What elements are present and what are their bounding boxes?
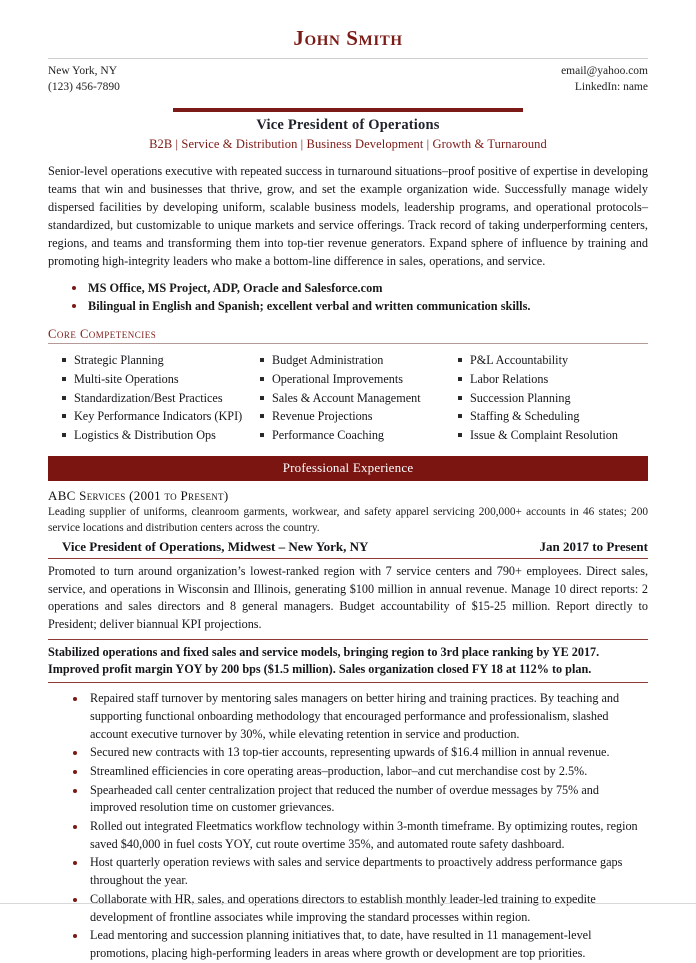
section-banner-professional-experience: Professional Experience [48,456,648,481]
role-dates: Jan 2017 to Present [539,538,648,554]
target-title: Vice President of Operations [256,116,440,133]
achievements-list [48,690,648,962]
contact-location: New York, NY [48,65,118,78]
competency-column-3 [458,351,648,444]
skills-list [48,279,648,316]
list-item: Issue & Complaint Resolution [458,426,648,445]
competency-column-2 [260,351,450,444]
list-item: Multi-site Operations [62,370,252,389]
list-item: Streamlined efficiencies in core operating areas–production, labor–and cut merchandise cost by 2.5%. [70,763,648,781]
contact-left [48,64,120,96]
role-description: Promoted to turn around organization’s lowest-ranked region with 7 service centers and 790+ employees. Direct sales, service, and operations in Wisconsin and Illinois, generating $100 million in annual revenue. Manage 10 direct reports: 2 operations and sales directors and 8 general managers. Budget accountability of $15-25 million. Report directly to President; deliver biannual KPI projections. [48,563,648,631]
contact-phone[interactable]: (123) 456-7890 [48,80,120,93]
section-heading-core-competencies: Core Competencies [48,327,157,342]
role-highlight: Stabilized operations and fixed sales and service models, bringing region to 3rd place ranking by YE 2017. Improved profit margin YOY by 200 bps ($1.5 million). Sales organization closed FY 18 at 112% to plan. [48,639,648,684]
list-item: Host quarterly operation reviews with sales and service departments to proactively address performance gaps throughout the year. [70,854,648,889]
list-item: Secured new contracts with 13 top-tier accounts, representing upwards of $16.4 million in annual revenue. [70,744,648,762]
core-competencies-grid [48,344,648,444]
contact-right [561,64,648,96]
professional-summary: Senior-level operations executive with repeated success in turnaround situations–proof positive of expertise in developing teams that win and businesses that thrive, grow, and set the example organization wide. Successfully manage widely dispersed facilities by developing uniform, scalable business models, leadership programs, and operational protocols–standardized, but customizable to unique markets and service offerings. Track record of taking underperforming centers, regions, and teams and transforming them into top-tier revenue generators. Expand sphere of influence by training and promoting high-integrity leaders who make a bottom-line difference in sales, operations, and service. [48,163,648,268]
list-item: Staffing & Scheduling [458,407,648,426]
specialties-tagline: B2B | Service & Distribution | Business Development | Growth & Turnaround [149,136,547,151]
list-item: Revenue Projections [260,407,450,426]
list-item: Standardization/Best Practices [62,389,252,408]
employer-description: Leading supplier of uniforms, cleanroom garments, workwear, and safety apparel servicing 200,000+ accounts in 46 states; 200 service locations and distribution centers across the country. [48,506,648,534]
list-item: Logistics & Distribution Ops [62,426,252,445]
list-item: Spearheaded call center centralization project that reduced the number of overdue messages by 75% and improved resolution time on customer grievances. [70,782,648,817]
list-item: Operational Improvements [260,370,450,389]
list-item: Collaborate with HR, sales, and operations directors to establish monthly leader-led training to expedite development of frontline associates while improving the standard processes within region. [70,891,648,926]
list-item: MS Office, MS Project, ADP, Oracle and Salesforce.com [70,279,648,297]
contact-linkedin[interactable]: LinkedIn: name [574,80,648,93]
list-item: Bilingual in English and Spanish; excellent verbal and written communication skills. [70,297,648,315]
list-item: Key Performance Indicators (KPI) [62,407,252,426]
list-item: Succession Planning [458,389,648,408]
contact-block [48,59,648,96]
list-item: Repaired staff turnover by mentoring sales managers on better hiring and training practices. By teaching and supporting functional onboarding methodology that encouraged performance and professionalism, slashed account executive turnover by 30%, while elevating retention in service and production. [70,690,648,743]
employer-name: ABC Services (2001 to Present) [48,488,229,504]
candidate-name: John Smith [293,26,403,50]
list-item: Performance Coaching [260,426,450,445]
role-title: Vice President of Operations, Midwest – New York, NY [62,538,369,554]
list-item: Sales & Account Management [260,389,450,408]
contact-email[interactable]: email@yahoo.com [561,65,648,78]
role-header [48,536,648,559]
list-item: Strategic Planning [62,351,252,370]
list-item: Labor Relations [458,370,648,389]
footer-divider [0,903,696,904]
list-item: Rolled out integrated Fleetmatics workflow technology within 3-month timeframe. By optimizing routes, region saved $40,000 in fuel costs YOY, cut route overtime 35%, and automated route safety dashboard. [70,818,648,853]
list-item: P&L Accountability [458,351,648,370]
list-item: Lead mentoring and succession planning initiatives that, to date, have resulted in 11 management-level promotions, placing high-performing leaders in areas where growth or development are top priorities. [70,927,648,962]
list-item: Budget Administration [260,351,450,370]
competency-column-1 [62,351,252,444]
